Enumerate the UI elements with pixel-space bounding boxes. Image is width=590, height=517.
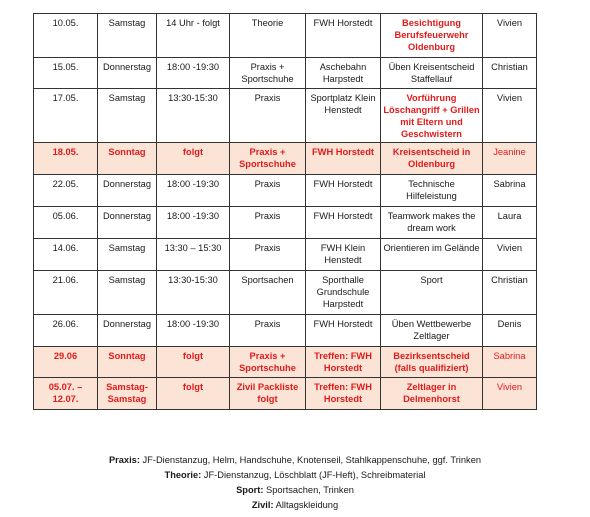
legend-zivil <box>0 498 590 513</box>
date-cell: 18.05. <box>34 143 98 175</box>
date-cell: 29.06 <box>34 347 98 378</box>
date-cell: 22.05. <box>34 175 98 207</box>
legend-theorie-label: Theorie: <box>164 470 202 480</box>
day-cell: Samstag <box>98 14 157 58</box>
date-cell: 14.06. <box>34 239 98 271</box>
gear-cell: Praxis <box>230 175 306 207</box>
table-row <box>34 347 537 378</box>
day-cell: Samstag-Samstag <box>98 378 157 410</box>
table-row <box>34 378 537 410</box>
legend-sport <box>0 483 590 498</box>
time-cell: folgt <box>157 143 230 175</box>
gear-cell: Praxis + Sportschuhe <box>230 347 306 378</box>
time-cell: 13:30-15:30 <box>157 89 230 143</box>
table-row <box>34 239 537 271</box>
gear-cell: Zivil Packliste folgt <box>230 378 306 410</box>
location-cell: FWH Horstedt <box>306 315 381 347</box>
day-cell: Donnerstag <box>98 58 157 89</box>
legend-sport-text: Sportsachen, Trinken <box>263 485 354 495</box>
legend-praxis <box>0 453 590 468</box>
gear-cell: Praxis <box>230 207 306 239</box>
table-row <box>34 89 537 143</box>
legend-theorie-text: JF-Dienstanzug, Löschblatt (JF-Heft), Schreibmaterial <box>201 470 426 480</box>
day-cell: Sonntag <box>98 347 157 378</box>
gear-cell: Praxis <box>230 239 306 271</box>
leader-cell: Sabrina <box>483 347 537 378</box>
topic-cell: Teamwork makes the dream work <box>381 207 483 239</box>
time-cell: 18:00 -19:30 <box>157 58 230 89</box>
location-cell: FWH Horstedt <box>306 14 381 58</box>
leader-cell: Vivien <box>483 378 537 410</box>
topic-cell: Kreisentscheid in Oldenburg <box>381 143 483 175</box>
gear-cell: Praxis + Sportschuhe <box>230 143 306 175</box>
time-cell: 13:30 – 15:30 <box>157 239 230 271</box>
gear-cell: Theorie <box>230 14 306 58</box>
topic-cell: Üben Wettbewerbe Zeltlager <box>381 315 483 347</box>
leader-cell: Denis <box>483 315 537 347</box>
day-cell: Samstag <box>98 89 157 143</box>
day-cell: Samstag <box>98 271 157 315</box>
location-cell: FWH Klein Henstedt <box>306 239 381 271</box>
date-cell: 05.07. – 12.07. <box>34 378 98 410</box>
legend-zivil-label: Zivil: <box>251 500 274 510</box>
legend-praxis-text: JF-Dienstanzug, Helm, Handschuhe, Knotenseil, Stahlkappenschuhe, ggf. Trinken <box>139 455 482 465</box>
topic-cell: Üben Kreisentscheid Staffellauf <box>381 58 483 89</box>
location-cell: Treffen: FWH Horstedt <box>306 347 381 378</box>
location-cell: Treffen: FWH Horstedt <box>306 378 381 410</box>
topic-cell: Besichtigung Berufsfeuerwehr Oldenburg <box>381 14 483 58</box>
topic-cell: Technische Hilfeleistung <box>381 175 483 207</box>
legend-praxis-label: Praxis: <box>108 455 140 465</box>
time-cell: 18:00 -19:30 <box>157 175 230 207</box>
leader-cell: Vivien <box>483 14 537 58</box>
table-row <box>34 271 537 315</box>
topic-cell: Sport <box>381 271 483 315</box>
topic-cell: Orientieren im Gelände <box>381 239 483 271</box>
schedule-body <box>34 14 537 410</box>
time-cell: 18:00 -19:30 <box>157 315 230 347</box>
time-cell: folgt <box>157 378 230 410</box>
day-cell: Sonntag <box>98 143 157 175</box>
gear-cell: Praxis <box>230 315 306 347</box>
date-cell: 17.05. <box>34 89 98 143</box>
table-row <box>34 207 537 239</box>
legend-theorie <box>0 468 590 483</box>
equipment-legend <box>0 453 590 513</box>
table-row <box>34 58 537 89</box>
time-cell: 18:00 -19:30 <box>157 207 230 239</box>
location-cell: Sporthalle Grundschule Harpstedt <box>306 271 381 315</box>
topic-cell: Zeltlager in Delmenhorst <box>381 378 483 410</box>
date-cell: 26.06. <box>34 315 98 347</box>
table-row <box>34 143 537 175</box>
day-cell: Donnerstag <box>98 207 157 239</box>
legend-sport-label: Sport: <box>236 485 264 495</box>
topic-cell: Vorführung Löschangriff + Grillen mit Eltern und Geschwistern <box>381 89 483 143</box>
date-cell: 05.06. <box>34 207 98 239</box>
table-row <box>34 175 537 207</box>
time-cell: folgt <box>157 347 230 378</box>
location-cell: FWH Horstedt <box>306 175 381 207</box>
day-cell: Donnerstag <box>98 315 157 347</box>
leader-cell: Christian <box>483 58 537 89</box>
time-cell: 13:30-15:30 <box>157 271 230 315</box>
location-cell: Sportplatz Klein Henstedt <box>306 89 381 143</box>
date-cell: 21.06. <box>34 271 98 315</box>
location-cell: FWH Horstedt <box>306 207 381 239</box>
leader-cell: Sabrina <box>483 175 537 207</box>
time-cell: 14 Uhr - folgt <box>157 14 230 58</box>
gear-cell: Sportsachen <box>230 271 306 315</box>
leader-cell: Laura <box>483 207 537 239</box>
leader-cell: Christian <box>483 271 537 315</box>
leader-cell: Vivien <box>483 89 537 143</box>
legend-zivil-text: Alltagskleidung <box>273 500 339 510</box>
day-cell: Samstag <box>98 239 157 271</box>
leader-cell: Jeanine <box>483 143 537 175</box>
day-cell: Donnerstag <box>98 175 157 207</box>
table-row <box>34 315 537 347</box>
table-row <box>34 14 537 58</box>
date-cell: 15.05. <box>34 58 98 89</box>
location-cell: Aschebahn Harpstedt <box>306 58 381 89</box>
location-cell: FWH Horstedt <box>306 143 381 175</box>
date-cell: 10.05. <box>34 14 98 58</box>
leader-cell: Vivien <box>483 239 537 271</box>
gear-cell: Praxis + Sportschuhe <box>230 58 306 89</box>
topic-cell: Bezirksentscheid (falls qualifiziert) <box>381 347 483 378</box>
schedule-table <box>33 13 537 410</box>
gear-cell: Praxis <box>230 89 306 143</box>
